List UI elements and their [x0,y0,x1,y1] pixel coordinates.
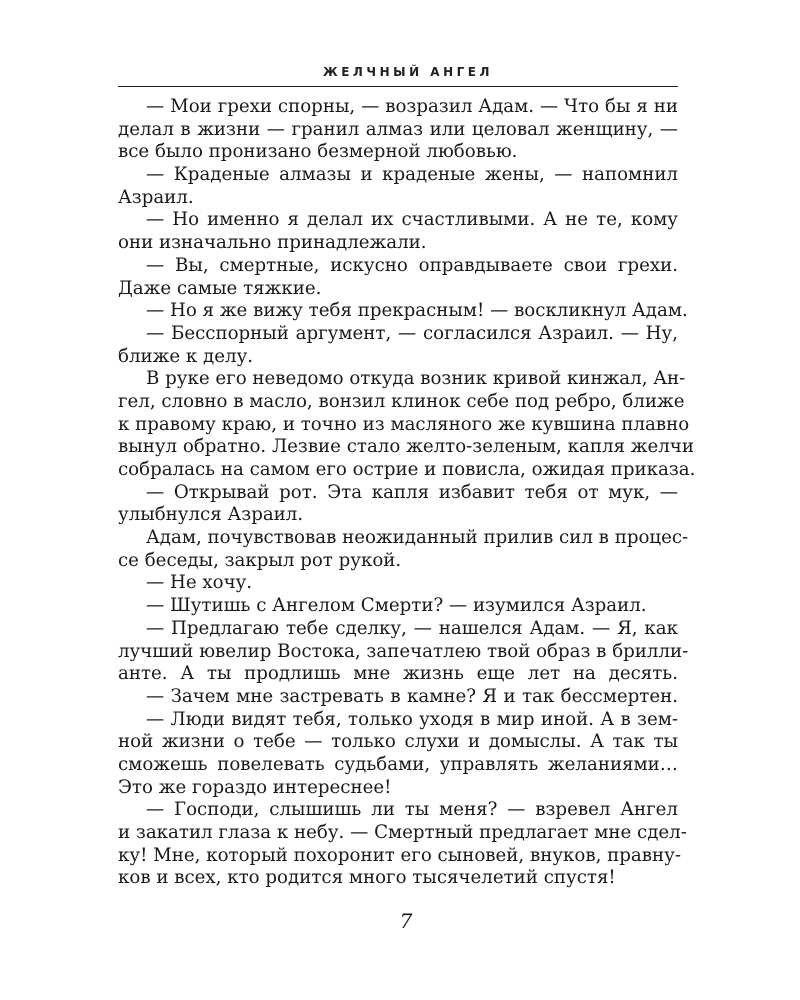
text-line: — Но я же вижу тебя прекрасным! — воскликнул Адам. [146,300,688,322]
text-line: се беседы, закрыл рот рукой. [118,549,402,571]
text-line: все было пронизано безмерной любовью. [118,141,518,163]
text-line: — Вы, смертные, искусно оправдываете свои грехи. [146,254,678,276]
text-body [118,96,696,890]
paragraph [118,96,678,164]
text-line: собралась на самом его острие и повисла, ожидая приказа. [118,459,696,480]
text-line: — Шутишь с Ангелом Смерти? — изумился Азраил. [146,595,647,617]
text-line: ной жизни о тебе — только слухи и домыслы. А так ты [118,731,678,753]
text-line: — Не хочу. [146,572,253,594]
running-header [118,62,678,87]
paragraph [118,799,687,890]
text-line: делал в жизни — гранил алмаз или целовал женщину, — [118,118,678,140]
text-line: — Мои грехи спорны, — возразил Адам. — Что бы я ни [146,96,678,117]
text-line: улыбнулся Азраил. [118,504,304,526]
paragraph [118,323,678,368]
text-line: ков и всех, кто родится много тысячелетий спустя! [118,867,616,889]
text-line: — Господи, слышишь ли ты меня? — взревел Ангел [146,799,678,821]
paragraph [118,209,678,254]
text-line: ку! Мне, который похоронит его сыновей, внуков, правну- [118,844,681,866]
paragraph [118,686,678,709]
header-rule [118,86,678,87]
paragraph [118,572,678,595]
text-line: — Но именно я делал их счастливыми. А не те, кому [146,209,678,231]
paragraph [118,164,678,209]
text-line: вынул обратно. Лезвие стало желто-зеленым, капля желчи [118,436,694,458]
text-line: Адам, почувствовав неожиданный прилив сил в процес- [146,527,689,549]
text-line: — Люди видят тебя, только уходя в мир иной. А в зем- [146,708,678,730]
paragraph [118,482,678,527]
text-line: — Открывай рот. Эта капля избавит тебя от мук, — [146,481,678,503]
text-line: гел, словно в масло, вонзил клинок себе под ребро, ближе [118,390,685,412]
text-line: сможешь повелевать судьбами, управлять желаниями… [118,753,678,775]
paragraph [118,595,678,618]
running-title: ЖЕЛЧНЫЙ АНГЕЛ [323,65,493,79]
text-line: — Зачем мне застревать в камне? Я и так бессмертен. [146,685,678,707]
text-line: и закатил глаза к небу. — Смертный предлагает мне сдел- [118,822,687,843]
page-number: 7 [399,909,413,933]
text-line: лучший ювелир Востока, запечатлею твой образ в брилли- [118,640,689,662]
text-line: — Краденые алмазы и краденые жены, — напомнил [146,164,678,186]
text-line: анте. А ты продлишь мне жизнь еще лет на десять. [118,663,678,685]
text-line: к правому краю, и точно из масляного же кувшина плавно [118,413,690,435]
paragraph [118,300,688,323]
paragraph [118,709,678,800]
paragraph [118,527,689,572]
text-line: ближе к делу. [118,345,254,367]
paragraph [118,255,678,300]
text-line: они изначально принадлежали. [118,232,427,254]
paragraph [118,368,696,481]
text-line: — Бесспорный аргумент, — согласился Азраил. — Ну, [146,322,678,344]
text-line: Азраил. [118,186,194,208]
text-line: Это же гораздо интереснее! [118,776,392,798]
text-line: В руке его неведомо откуда возник кривой кинжал, Ан- [146,368,686,390]
text-line: — Предлагаю тебе сделку, — нашелся Адам. — Я, как [146,617,678,639]
text-line: Даже самые тяжкие. [118,277,322,299]
paragraph [118,617,689,686]
